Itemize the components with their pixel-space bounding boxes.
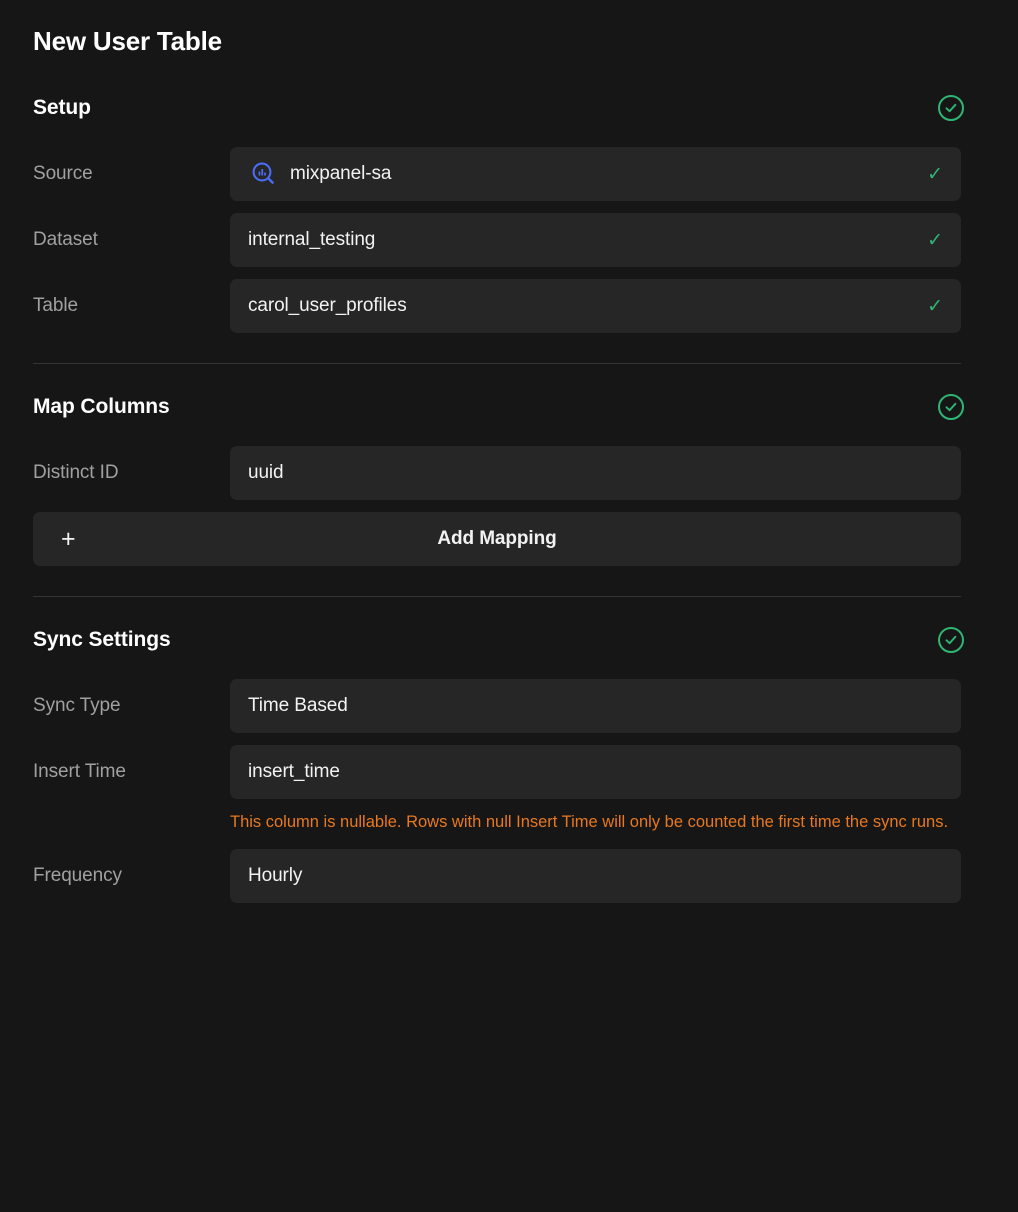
section-title-sync-settings: Sync Settings <box>33 628 171 651</box>
label-source: Source <box>33 163 93 184</box>
distinct-id-select[interactable] <box>230 446 961 500</box>
valid-check-icon: ✓ <box>927 163 943 185</box>
add-mapping-button[interactable] <box>33 512 961 566</box>
section-header-sync-settings <box>33 627 986 653</box>
frequency-value: Hourly <box>248 864 303 886</box>
insert-time-value: insert_time <box>248 761 340 782</box>
section-header-map-columns <box>33 394 986 420</box>
label-insert-time: Insert Time <box>33 761 126 782</box>
insert-time-select[interactable] <box>230 745 961 799</box>
dataset-select[interactable] <box>230 213 961 267</box>
source-value: mixpanel-sa <box>290 163 392 184</box>
insert-time-warning: This column is nullable. Rows with null Insert Time will only be counted the first time the sync runs. <box>230 813 949 831</box>
label-distinct-id: Distinct ID <box>33 462 119 483</box>
label-sync-type: Sync Type <box>33 695 121 716</box>
label-table: Table <box>33 295 78 316</box>
source-select[interactable] <box>230 147 961 201</box>
section-title-map-columns: Map Columns <box>33 395 170 418</box>
row-distinct-id <box>33 446 986 500</box>
row-dataset <box>33 213 986 267</box>
plus-icon: + <box>61 524 76 553</box>
check-circle-icon <box>938 627 964 653</box>
frequency-select[interactable] <box>230 849 961 903</box>
row-insert-time <box>33 745 986 799</box>
table-select[interactable] <box>230 279 961 333</box>
row-frequency <box>33 849 986 903</box>
row-table <box>33 279 986 333</box>
dataset-value: internal_testing <box>248 229 376 250</box>
divider <box>33 363 961 364</box>
sync-type-select[interactable] <box>230 679 961 733</box>
check-circle-icon <box>938 394 964 420</box>
page-title: New User Table <box>33 26 222 56</box>
label-dataset: Dataset <box>33 229 98 250</box>
section-header-setup <box>33 95 986 121</box>
distinct-id-value: uuid <box>248 462 284 483</box>
section-title-setup: Setup <box>33 96 91 119</box>
check-circle-icon <box>938 95 964 121</box>
mixpanel-source-icon <box>248 159 278 189</box>
add-mapping-label: Add Mapping <box>437 528 557 549</box>
valid-check-icon: ✓ <box>927 229 943 251</box>
table-value: carol_user_profiles <box>248 295 407 316</box>
divider <box>33 596 961 597</box>
row-source <box>33 147 986 201</box>
sync-type-value: Time Based <box>248 695 348 716</box>
row-sync-type <box>33 679 986 733</box>
label-frequency: Frequency <box>33 864 122 886</box>
valid-check-icon: ✓ <box>927 295 943 317</box>
